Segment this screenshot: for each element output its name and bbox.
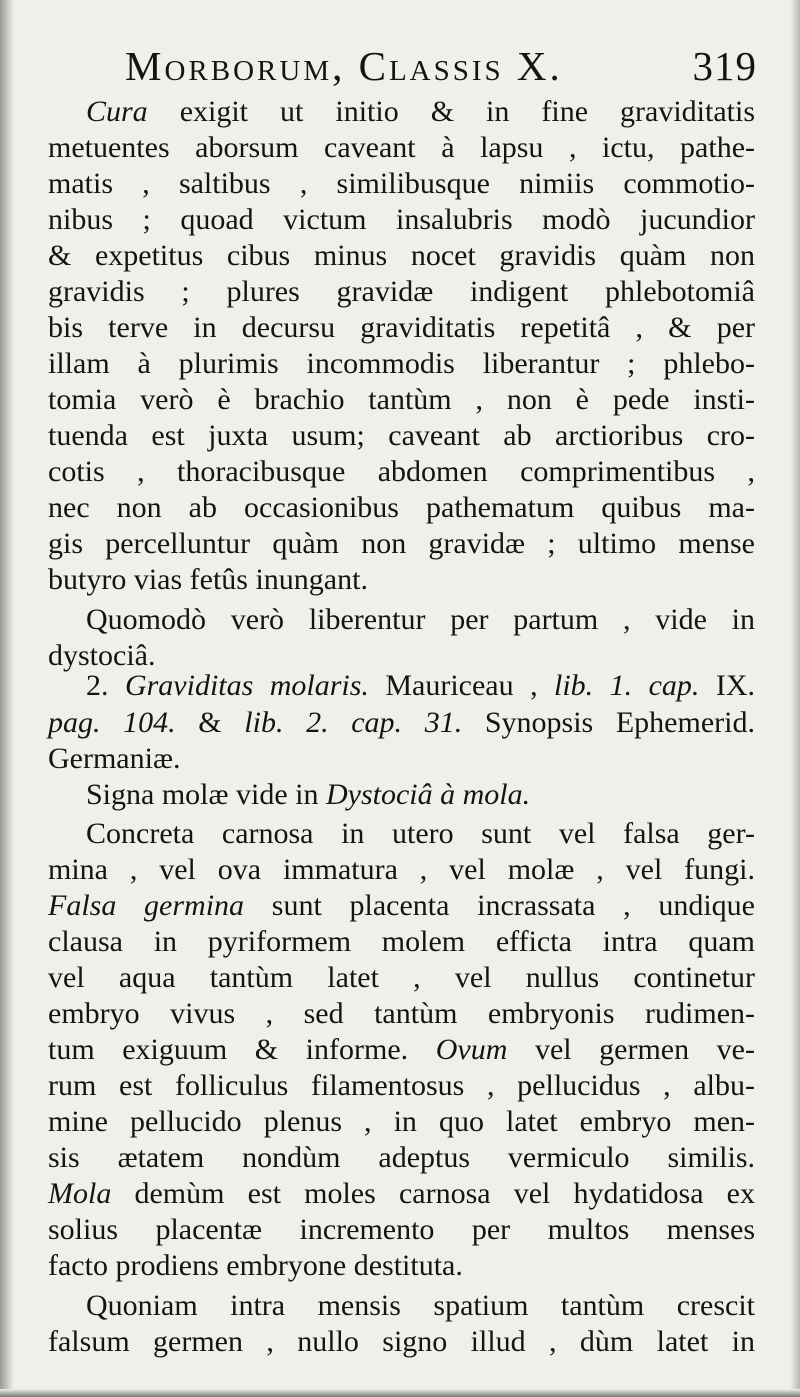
text-line: Cura exigit ut initio & in fine graviditatis <box>86 95 755 128</box>
text-line: gis percelluntur quàm non gravidæ ; ultimo mense <box>48 527 755 560</box>
text-line: Signa molæ vide in Dystociâ à mola. <box>86 778 531 811</box>
text-line: bis terve in decursu graviditatis repetitâ , & per <box>48 311 755 344</box>
text-line: rum est folliculus filamentosus , pellucidus , albu- <box>48 1069 755 1102</box>
text-line: Concreta carnosa in utero sunt vel falsa ger- <box>86 817 755 850</box>
running-head: Morborum, Classis X. <box>125 43 563 89</box>
text-line: Quoniam intra mensis spatium tantùm crescit <box>86 1289 755 1322</box>
text-line: tomia verò è brachio tantùm , non è pede insti- <box>48 383 755 416</box>
text-line: nec non ab occasionibus pathematum quibus ma- <box>48 491 755 524</box>
text-line: tuenda est juxta usum; caveant ab arctioribus cro- <box>48 419 755 452</box>
page-left-shadow <box>0 0 14 1397</box>
page-number: 319 <box>692 43 757 89</box>
text-line: mine pellucido plenus , in quo latet embryo men- <box>48 1105 755 1138</box>
text-line: facto prodiens embryone destituta. <box>48 1249 463 1282</box>
text-line: Quomodò verò liberentur per partum , vide in <box>86 603 755 636</box>
text-line: clausa in pyriformem molem efficta intra quam <box>48 925 755 958</box>
text-line: Germaniæ. <box>48 742 181 775</box>
text-line: Falsa germina sunt placenta incrassata , undique <box>48 889 755 922</box>
text-line: butyro vias fetûs inungant. <box>48 563 368 596</box>
text-line: illam à plurimis incommodis liberantur ; phlebo- <box>48 347 755 380</box>
text-line: cotis , thoracibusque abdomen comprimentibus , <box>48 455 755 488</box>
text-line: sis ætatem nondùm adeptus vermiculo similis. <box>48 1141 755 1174</box>
text-line: solius placentæ incremento per multos menses <box>48 1213 755 1246</box>
page-header <box>125 42 757 88</box>
text-line: dystociâ. <box>48 639 156 672</box>
text-line: & expetitus cibus minus nocet gravidis quàm non <box>48 239 755 272</box>
page-bottom-shadow <box>0 1389 800 1397</box>
text-line: mina , vel ova immatura , vel molæ , vel fungi. <box>48 853 755 886</box>
text-line: pag. 104. & lib. 2. cap. 31. Synopsis Ephemerid. <box>48 706 755 739</box>
text-line: tum exiguum & informe. Ovum vel germen ve- <box>48 1033 755 1066</box>
text-line: metuentes aborsum caveant à lapsu , ictu, pathe- <box>48 131 755 164</box>
text-line: 2. Graviditas molaris. Mauriceau , lib. 1. cap. IX. <box>86 669 755 702</box>
text-line: matis , saltibus , similibusque nimiis commotio- <box>48 167 755 200</box>
text-line: nibus ; quoad victum insalubris modò jucundior <box>48 203 755 236</box>
text-line: falsum germen , nullo signo illud , dùm latet in <box>48 1325 755 1358</box>
text-line: Mola demùm est moles carnosa vel hydatidosa ex <box>48 1177 755 1210</box>
text-line: embryo vivus , sed tantùm embryonis rudimen- <box>48 997 755 1030</box>
text-line: gravidis ; plures gravidæ indigent phlebotomiâ <box>48 275 755 308</box>
text-line: vel aqua tantùm latet , vel nullus continetur <box>48 961 755 994</box>
page-right-shadow <box>790 0 800 1397</box>
